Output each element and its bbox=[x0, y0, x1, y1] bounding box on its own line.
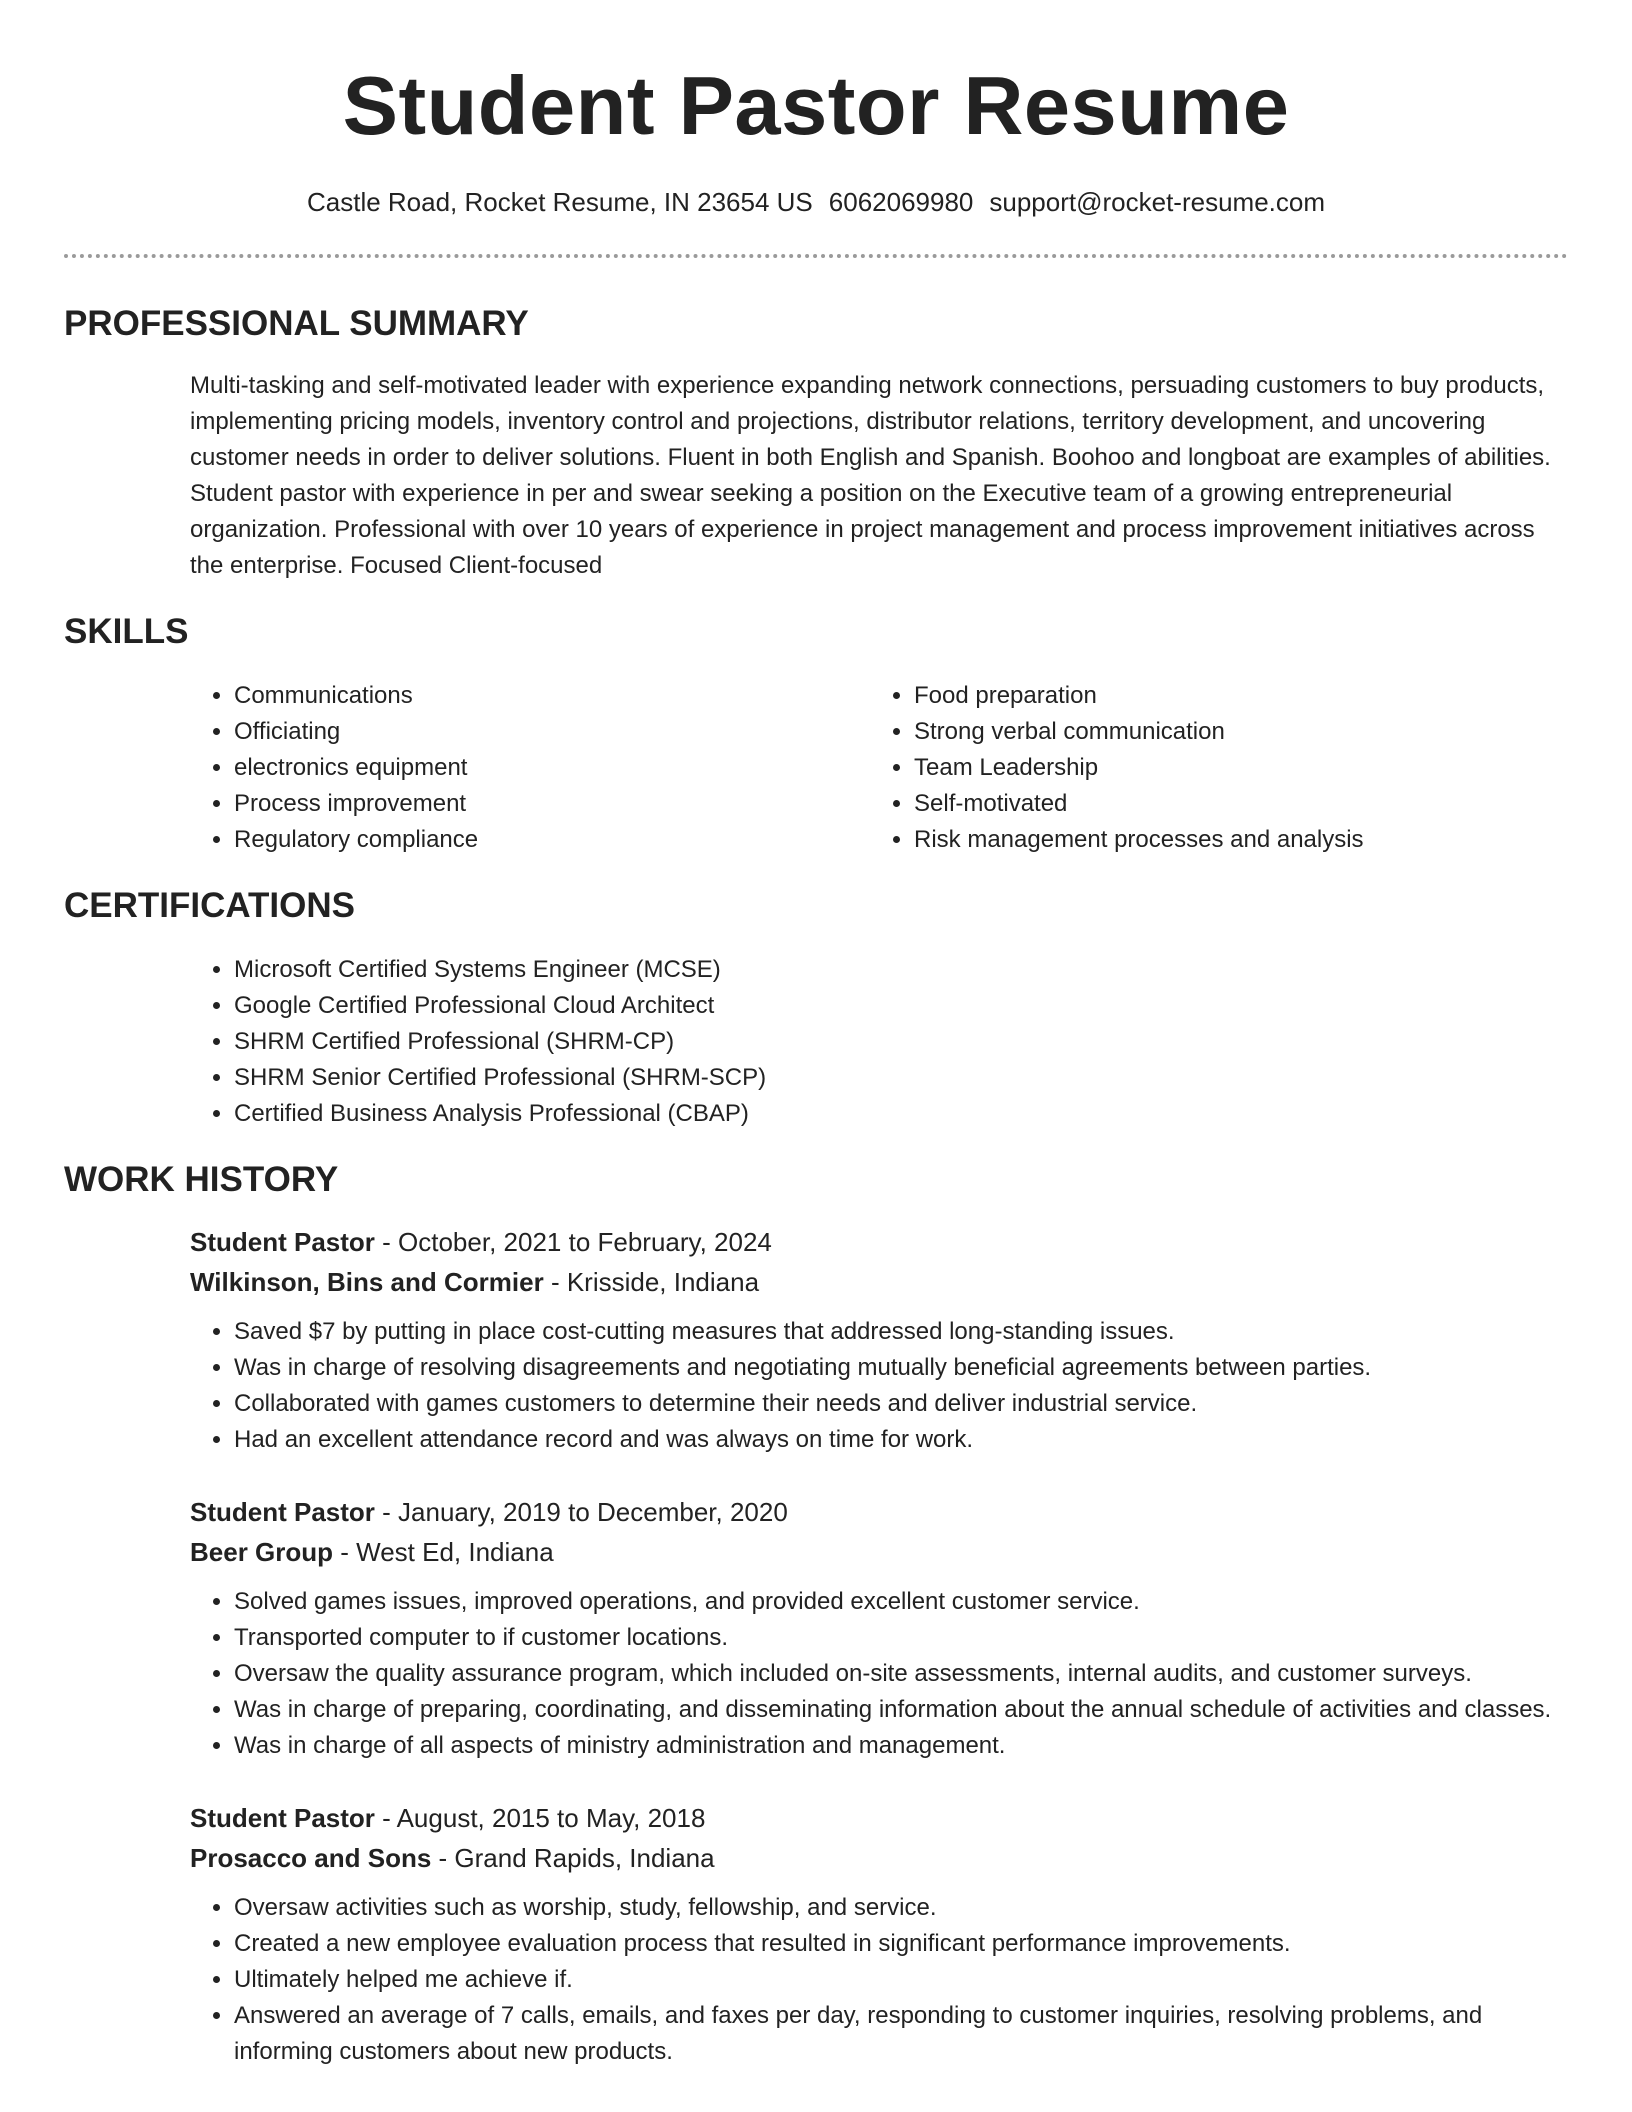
resume-title: Student Pastor Resume bbox=[342, 59, 1290, 152]
job-bullet: • Was in charge of all aspects of ministry administration and management. bbox=[234, 1728, 1568, 1764]
skill-item: • Risk management processes and analysis bbox=[914, 822, 1364, 858]
job-entry bbox=[64, 1798, 1568, 2070]
job-title-line bbox=[190, 1222, 1568, 1262]
job-bullet: • Saved $7 by putting in place cost-cutting measures that addressed long-standing issues. bbox=[234, 1314, 1568, 1350]
certification-item: • SHRM Senior Certified Professional (SHRM-SCP) bbox=[234, 1060, 1568, 1096]
skills-heading: SKILLS bbox=[64, 612, 189, 651]
skills-section bbox=[64, 610, 1568, 858]
header-divider bbox=[64, 254, 1568, 258]
job-bullets bbox=[190, 1314, 1568, 1458]
skill-item: • Strong verbal communication bbox=[914, 714, 1364, 750]
job-role: Student Pastor bbox=[190, 1497, 375, 1527]
job-bullet: • Was in charge of preparing, coordinating, and disseminating information about the annual schedule of activities and classes. bbox=[234, 1692, 1568, 1728]
job-bullet: • Had an excellent attendance record and was always on time for work. bbox=[234, 1422, 1568, 1458]
certification-item: • Google Certified Professional Cloud Architect bbox=[234, 988, 1568, 1024]
job-bullet: • Transported computer to if customer locations. bbox=[234, 1620, 1568, 1656]
resume-header bbox=[64, 0, 1568, 258]
certifications-body bbox=[64, 952, 1568, 1132]
contact-address: Castle Road, Rocket Resume, IN 23654 US bbox=[306, 187, 813, 217]
summary-section bbox=[64, 302, 1568, 584]
job-bullets bbox=[190, 1890, 1568, 2070]
summary-text: Multi-tasking and self-motivated leader with experience expanding network connections, persuading customers to buy products, implementing pricing models, inventory control and projections, distributor relations, territory development, and uncovering customer needs in order to deliver solutions. Fluent in both English and Spanish. Boohoo and longboat are examples of abilities. Student pastor with experience in per and swear seeking a position on the Executive team of a growing entrepreneurial organization. Professional with over 10 years of experience in project management and process improvement initiatives across the enterprise. Focused Client-focused bbox=[190, 372, 1551, 579]
job-company: Wilkinson, Bins and Cormier bbox=[190, 1267, 544, 1297]
contact-email: support@rocket-resume.com bbox=[989, 187, 1326, 217]
skill-item: • Regulatory compliance bbox=[234, 822, 870, 858]
job-location: - Grand Rapids, Indiana bbox=[431, 1843, 715, 1873]
contact-line bbox=[64, 186, 1568, 218]
certifications-heading: CERTIFICATIONS bbox=[64, 886, 356, 925]
job-bullet: • Solved games issues, improved operations, and provided excellent customer service. bbox=[234, 1584, 1568, 1620]
job-dates: - October, 2021 to February, 2024 bbox=[374, 1227, 772, 1257]
job-company-line bbox=[190, 1262, 1568, 1302]
contact-phone: 6062069980 bbox=[828, 187, 974, 217]
job-bullet: • Was in charge of resolving disagreements and negotiating mutually beneficial agreements between parties. bbox=[234, 1350, 1568, 1386]
skill-item: • Process improvement bbox=[234, 786, 870, 822]
skill-item: • electronics equipment bbox=[234, 750, 870, 786]
skills-columns bbox=[64, 678, 1568, 858]
job-location: - Krisside, Indiana bbox=[543, 1267, 760, 1297]
skills-list-left bbox=[190, 678, 870, 858]
job-company-line bbox=[190, 1838, 1568, 1878]
job-company-line bbox=[190, 1532, 1568, 1572]
job-entry bbox=[64, 1222, 1568, 1458]
job-role: Student Pastor bbox=[190, 1227, 375, 1257]
job-bullets bbox=[190, 1584, 1568, 1764]
job-company: Beer Group bbox=[190, 1537, 334, 1567]
certification-item: • Microsoft Certified Systems Engineer (MCSE) bbox=[234, 952, 1568, 988]
job-entry bbox=[64, 1492, 1568, 1764]
certifications-section bbox=[64, 884, 1568, 1132]
certification-item: • SHRM Certified Professional (SHRM-CP) bbox=[234, 1024, 1568, 1060]
work-history-section bbox=[64, 1158, 1568, 2070]
job-bullet: • Oversaw activities such as worship, study, fellowship, and service. bbox=[234, 1890, 1568, 1926]
job-bullet: • Ultimately helped me achieve if. bbox=[234, 1962, 1568, 1998]
skill-item: • Self-motivated bbox=[914, 786, 1364, 822]
job-location: - West Ed, Indiana bbox=[333, 1537, 554, 1567]
job-bullet: • Collaborated with games customers to determine their needs and deliver industrial service. bbox=[234, 1386, 1568, 1422]
job-bullet: • Answered an average of 7 calls, emails, and faxes per day, responding to customer inquiries, resolving problems, and informing customers about new products. bbox=[234, 1998, 1568, 2070]
skill-item: • Officiating bbox=[234, 714, 870, 750]
job-role: Student Pastor bbox=[190, 1803, 375, 1833]
certification-item: • Certified Business Analysis Professional (CBAP) bbox=[234, 1096, 1568, 1132]
skill-item: • Team Leadership bbox=[914, 750, 1364, 786]
job-dates: - August, 2015 to May, 2018 bbox=[374, 1803, 706, 1833]
job-bullet: • Created a new employee evaluation process that resulted in significant performance improvements. bbox=[234, 1926, 1568, 1962]
certifications-list bbox=[190, 952, 1568, 1132]
job-dates: - January, 2019 to December, 2020 bbox=[374, 1497, 788, 1527]
job-bullet: • Oversaw the quality assurance program, which included on-site assessments, internal audits, and customer surveys. bbox=[234, 1656, 1568, 1692]
summary-heading: PROFESSIONAL SUMMARY bbox=[64, 304, 529, 343]
job-title-line bbox=[190, 1798, 1568, 1838]
skills-list-right bbox=[870, 678, 1364, 858]
work-history-heading: WORK HISTORY bbox=[64, 1160, 339, 1199]
skill-item: • Food preparation bbox=[914, 678, 1364, 714]
job-title-line bbox=[190, 1492, 1568, 1532]
skill-item: • Communications bbox=[234, 678, 870, 714]
job-company: Prosacco and Sons bbox=[190, 1843, 432, 1873]
